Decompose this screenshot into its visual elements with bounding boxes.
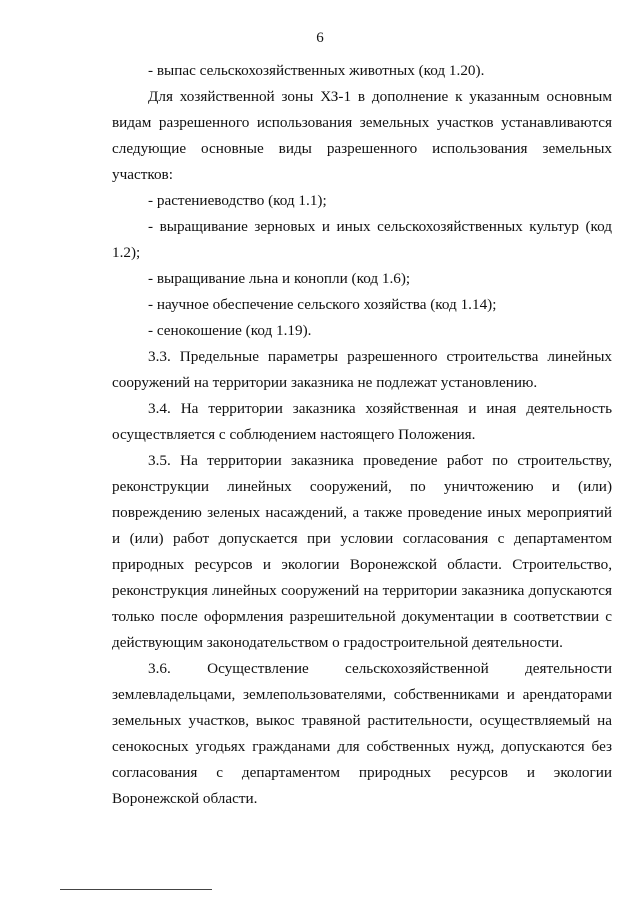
- list-item-crop-growing: - растениеводство (код 1.1);: [148, 192, 327, 209]
- list-item-agri-science: - научное обеспечение сельского хозяйства (код 1.14);: [148, 296, 497, 313]
- paragraph-zone-hz1: Для хозяйственной зоны ХЗ-1 в дополнение к указанным основным видам разрешенного использования земельных участков устанавливаются следующие основные виды разрешенного использования земельных участков:: [112, 88, 612, 183]
- paragraph-3-6: 3.6. Осуществление сельскохозяйственной деятельности землевладельцами, землепользователями, собственниками и арендаторами земельных участков, выкос травяной растительности, осуществляемый на сенокосных угодьях гражданами для собственных нужд, допускаются без согласования с департаментом природных ресурсов и экологии Воронежской области.: [112, 660, 612, 807]
- document-body: [112, 58, 612, 812]
- paragraph-3-3: 3.3. Предельные параметры разрешенного строительства линейных сооружений на территории заказника не подлежат установлению.: [112, 348, 612, 391]
- list-item-flax-hemp: - выращивание льна и конопли (код 1.6);: [148, 270, 411, 287]
- list-item-haymaking: - сенокошение (код 1.19).: [148, 322, 312, 339]
- footer-divider: [60, 889, 212, 890]
- list-item-livestock-grazing: - выпас сельскохозяйственных животных (код 1.20).: [148, 62, 485, 79]
- paragraph-3-4: 3.4. На территории заказника хозяйственная и иная деятельность осуществляется с соблюдением настоящего Положения.: [112, 400, 612, 443]
- paragraph-3-5: 3.5. На территории заказника проведение работ по строительству, реконструкции линейных сооружений, по уничтожению и (или) повреждению зеленых насаждений, а также проведение иных мероприятий и (или) работ допускается при условии согласования с департаментом природных ресурсов и экологии Воронежской области. Строительство, реконструкция линейных сооружений на территории заказника допускаются только после оформления разрешительной документации в соответствии с действующим законодательством о градостроительной деятельности.: [112, 452, 612, 651]
- page-number: 6: [316, 30, 324, 46]
- list-item-grain-crops: - выращивание зерновых и иных сельскохозяйственных культур (код 1.2);: [112, 218, 612, 261]
